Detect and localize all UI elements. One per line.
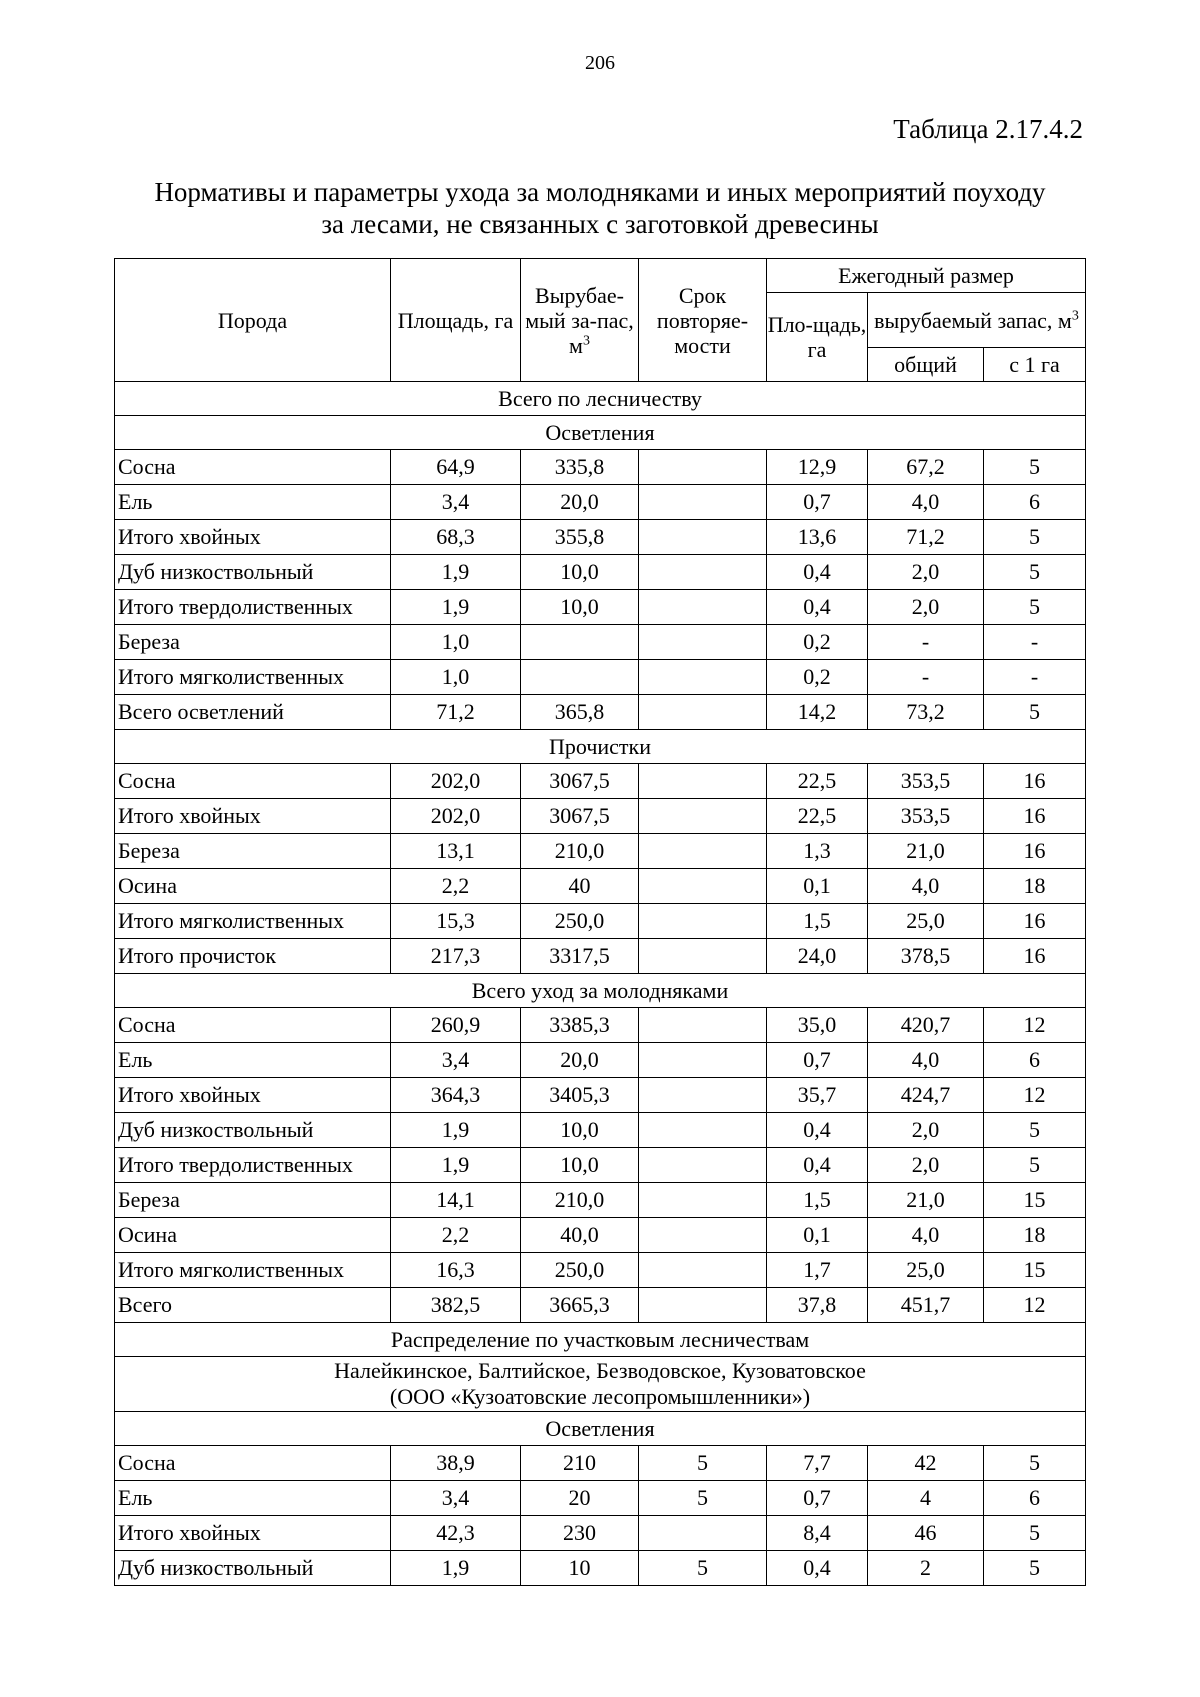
- cell-annual-per-ha: -: [984, 660, 1086, 695]
- cell-volume: 250,0: [521, 904, 639, 939]
- cell-annual-total: 4,0: [868, 1218, 984, 1253]
- cell-species: Итого твердолиственных: [115, 1148, 391, 1183]
- cell-species: Дуб низкоствольный: [115, 1113, 391, 1148]
- cell-volume: 10,0: [521, 590, 639, 625]
- cell-annual-per-ha: 18: [984, 869, 1086, 904]
- cell-period: [639, 799, 767, 834]
- cell-annual-total: 25,0: [868, 1253, 984, 1288]
- cell-annual-per-ha: 5: [984, 520, 1086, 555]
- cell-period: [639, 1288, 767, 1323]
- cell-annual-area: 0,4: [767, 1148, 868, 1183]
- cell-species: Осина: [115, 1218, 391, 1253]
- header-period: Срок повторяе-мости: [639, 259, 767, 382]
- cell-annual-area: 1,3: [767, 834, 868, 869]
- cell-species: Итого мягколиственных: [115, 660, 391, 695]
- cell-species: Итого хвойных: [115, 1078, 391, 1113]
- cell-volume: 335,8: [521, 450, 639, 485]
- cell-period: [639, 660, 767, 695]
- cell-period: [639, 1516, 767, 1551]
- cell-volume: 355,8: [521, 520, 639, 555]
- cell-period: [639, 1078, 767, 1113]
- header-total: общий: [868, 348, 984, 382]
- section-row: [115, 974, 1086, 1008]
- cell-annual-area: 0,7: [767, 1043, 868, 1078]
- cell-annual-area: 8,4: [767, 1516, 868, 1551]
- cell-annual-per-ha: 12: [984, 1288, 1086, 1323]
- table-row: [115, 799, 1086, 834]
- cell-annual-area: 14,2: [767, 695, 868, 730]
- cell-annual-total: 420,7: [868, 1008, 984, 1043]
- cell-area: 3,4: [391, 1043, 521, 1078]
- cell-period: [639, 764, 767, 799]
- cell-annual-area: 12,9: [767, 450, 868, 485]
- cell-annual-total: 21,0: [868, 834, 984, 869]
- cell-annual-total: 451,7: [868, 1288, 984, 1323]
- document-title-line-1: Нормативы и параметры ухода за молодняками и иных мероприятий поуходу: [154, 177, 1046, 207]
- cell-period: [639, 834, 767, 869]
- cell-area: 13,1: [391, 834, 521, 869]
- section-title-line: Налейкинское, Балтийское, Безводовское, Кузоватовское: [334, 1358, 866, 1383]
- page-number: 206: [585, 52, 615, 74]
- cell-species: Итого хвойных: [115, 1516, 391, 1551]
- cell-period: 5: [639, 1446, 767, 1481]
- cell-area: 1,0: [391, 625, 521, 660]
- cell-volume: 20,0: [521, 1043, 639, 1078]
- cell-volume: 10,0: [521, 1148, 639, 1183]
- cell-annual-total: 4: [868, 1481, 984, 1516]
- cell-species: Итого мягколиственных: [115, 904, 391, 939]
- cell-annual-total: 2,0: [868, 1113, 984, 1148]
- cell-annual-area: 0,4: [767, 1551, 868, 1586]
- table-row: [115, 1043, 1086, 1078]
- cell-species: Береза: [115, 1183, 391, 1218]
- cell-period: [639, 869, 767, 904]
- section-title: Распределение по участковым лесничествам: [115, 1323, 1086, 1357]
- table-row: [115, 1008, 1086, 1043]
- table-row: [115, 625, 1086, 660]
- cell-species: Дуб низкоствольный: [115, 555, 391, 590]
- cell-annual-per-ha: 16: [984, 764, 1086, 799]
- cell-annual-area: 0,4: [767, 590, 868, 625]
- cell-area: 260,9: [391, 1008, 521, 1043]
- cell-area: 2,2: [391, 1218, 521, 1253]
- document-title-line-2: за лесами, не связанных с заготовкой древесины: [321, 209, 879, 239]
- cell-period: 5: [639, 1551, 767, 1586]
- cell-volume: 210,0: [521, 834, 639, 869]
- cell-annual-total: 4,0: [868, 869, 984, 904]
- table-row: [115, 1253, 1086, 1288]
- cell-species: Всего осветлений: [115, 695, 391, 730]
- cell-period: [639, 555, 767, 590]
- cell-period: [639, 625, 767, 660]
- cell-annual-area: 0,7: [767, 485, 868, 520]
- cell-species: Ель: [115, 1481, 391, 1516]
- cell-area: 1,0: [391, 660, 521, 695]
- cell-annual-total: 42: [868, 1446, 984, 1481]
- section-row: [115, 1357, 1086, 1412]
- cell-volume: 10,0: [521, 555, 639, 590]
- cell-annual-area: 24,0: [767, 939, 868, 974]
- cell-annual-per-ha: 16: [984, 834, 1086, 869]
- cell-species: Итого хвойных: [115, 520, 391, 555]
- cell-period: [639, 904, 767, 939]
- cell-annual-per-ha: 16: [984, 939, 1086, 974]
- section-row: [115, 1412, 1086, 1446]
- table-row: [115, 1218, 1086, 1253]
- header-area: Площадь, га: [391, 259, 521, 382]
- section-row: [115, 382, 1086, 416]
- cell-annual-total: 2,0: [868, 590, 984, 625]
- cell-species: Сосна: [115, 1008, 391, 1043]
- cell-area: 1,9: [391, 1551, 521, 1586]
- cell-period: [639, 1218, 767, 1253]
- cell-annual-area: 0,1: [767, 869, 868, 904]
- cell-area: 202,0: [391, 799, 521, 834]
- table-row: [115, 834, 1086, 869]
- cell-annual-total: 2,0: [868, 1148, 984, 1183]
- cell-annual-per-ha: 16: [984, 799, 1086, 834]
- cell-period: 5: [639, 1481, 767, 1516]
- cell-annual-area: 37,8: [767, 1288, 868, 1323]
- cell-annual-total: 378,5: [868, 939, 984, 974]
- table-row: [115, 939, 1086, 974]
- cell-volume: 210: [521, 1446, 639, 1481]
- cell-annual-per-ha: 6: [984, 485, 1086, 520]
- cell-area: 1,9: [391, 555, 521, 590]
- table-row: [115, 590, 1086, 625]
- cell-area: 68,3: [391, 520, 521, 555]
- document-title: [100, 176, 1100, 240]
- cell-volume: 365,8: [521, 695, 639, 730]
- cell-volume: 10,0: [521, 1113, 639, 1148]
- header-annual: Ежегодный размер: [767, 259, 1086, 293]
- forestry-table: [114, 258, 1086, 1586]
- cell-period: [639, 939, 767, 974]
- cell-species: Итого твердолиственных: [115, 590, 391, 625]
- table-row: [115, 1551, 1086, 1586]
- cell-period: [639, 450, 767, 485]
- cell-area: 1,9: [391, 1113, 521, 1148]
- cell-annual-total: 67,2: [868, 450, 984, 485]
- cell-volume: 3067,5: [521, 764, 639, 799]
- cell-annual-area: 35,7: [767, 1078, 868, 1113]
- cell-species: Береза: [115, 834, 391, 869]
- section-row: [115, 730, 1086, 764]
- table-label: Таблица 2.17.4.2: [893, 114, 1083, 144]
- cell-area: 71,2: [391, 695, 521, 730]
- header-annual-volume: [868, 293, 1086, 348]
- cell-volume: 3067,5: [521, 799, 639, 834]
- cell-annual-total: -: [868, 660, 984, 695]
- cell-volume: [521, 660, 639, 695]
- cell-volume: 210,0: [521, 1183, 639, 1218]
- header-volume: [521, 259, 639, 382]
- section-title-line: (ООО «Кузоатовские лесопромышленники»): [389, 1384, 811, 1409]
- cell-annual-area: 22,5: [767, 764, 868, 799]
- cell-area: 1,9: [391, 1148, 521, 1183]
- table-row: [115, 1481, 1086, 1516]
- cell-annual-per-ha: 5: [984, 1516, 1086, 1551]
- cell-annual-total: 4,0: [868, 485, 984, 520]
- cell-area: 382,5: [391, 1288, 521, 1323]
- cell-annual-total: 4,0: [868, 1043, 984, 1078]
- cell-area: 14,1: [391, 1183, 521, 1218]
- section-row: [115, 1323, 1086, 1357]
- table-row: [115, 695, 1086, 730]
- cell-species: Всего: [115, 1288, 391, 1323]
- cell-annual-area: 35,0: [767, 1008, 868, 1043]
- cell-annual-total: -: [868, 625, 984, 660]
- table-row: [115, 1446, 1086, 1481]
- table-body: [115, 382, 1086, 1586]
- cell-annual-total: 2,0: [868, 555, 984, 590]
- cell-period: [639, 590, 767, 625]
- cell-area: 15,3: [391, 904, 521, 939]
- table-row: [115, 764, 1086, 799]
- cell-volume: 40,0: [521, 1218, 639, 1253]
- cell-period: [639, 1148, 767, 1183]
- table-row: [115, 869, 1086, 904]
- cell-period: [639, 485, 767, 520]
- header-annual-volume-sup: 3: [1071, 308, 1079, 324]
- table-row: [115, 520, 1086, 555]
- table-row: [115, 1078, 1086, 1113]
- cell-annual-per-ha: 15: [984, 1183, 1086, 1218]
- cell-annual-area: 0,2: [767, 625, 868, 660]
- cell-annual-area: 1,7: [767, 1253, 868, 1288]
- cell-annual-total: 71,2: [868, 520, 984, 555]
- cell-annual-per-ha: 12: [984, 1078, 1086, 1113]
- header-annual-area: Пло-щадь, га: [767, 293, 868, 382]
- cell-species: Ель: [115, 485, 391, 520]
- header-species: Порода: [115, 259, 391, 382]
- cell-area: 202,0: [391, 764, 521, 799]
- cell-species: Итого хвойных: [115, 799, 391, 834]
- cell-annual-area: 1,5: [767, 1183, 868, 1218]
- cell-area: 217,3: [391, 939, 521, 974]
- cell-annual-total: 46: [868, 1516, 984, 1551]
- cell-annual-area: 7,7: [767, 1446, 868, 1481]
- table-row: [115, 1183, 1086, 1218]
- cell-annual-total: 25,0: [868, 904, 984, 939]
- cell-species: Сосна: [115, 764, 391, 799]
- cell-annual-total: 21,0: [868, 1183, 984, 1218]
- table-row: [115, 555, 1086, 590]
- table-row: [115, 1288, 1086, 1323]
- cell-area: 3,4: [391, 1481, 521, 1516]
- cell-period: [639, 1043, 767, 1078]
- table-row: [115, 660, 1086, 695]
- cell-annual-per-ha: 6: [984, 1043, 1086, 1078]
- cell-species: Итого прочисток: [115, 939, 391, 974]
- cell-annual-area: 0,4: [767, 555, 868, 590]
- section-title: Всего по лесничеству: [115, 382, 1086, 416]
- cell-period: [639, 1008, 767, 1043]
- table-row: [115, 450, 1086, 485]
- cell-period: [639, 695, 767, 730]
- header-volume-sup: 3: [582, 333, 590, 349]
- section-row: [115, 416, 1086, 450]
- cell-annual-total: 353,5: [868, 799, 984, 834]
- cell-area: 2,2: [391, 869, 521, 904]
- cell-annual-per-ha: -: [984, 625, 1086, 660]
- cell-annual-per-ha: 5: [984, 695, 1086, 730]
- cell-volume: 250,0: [521, 1253, 639, 1288]
- table-row: [115, 1148, 1086, 1183]
- table-header: [115, 259, 1086, 382]
- header-per-ha: с 1 га: [984, 348, 1086, 382]
- section-title: Осветления: [115, 1412, 1086, 1446]
- cell-annual-area: 22,5: [767, 799, 868, 834]
- table-row: [115, 485, 1086, 520]
- cell-volume: 3317,5: [521, 939, 639, 974]
- cell-annual-area: 0,4: [767, 1113, 868, 1148]
- cell-annual-area: 13,6: [767, 520, 868, 555]
- cell-annual-total: 2: [868, 1551, 984, 1586]
- cell-area: 3,4: [391, 485, 521, 520]
- table-row: [115, 1516, 1086, 1551]
- cell-volume: 10: [521, 1551, 639, 1586]
- cell-period: [639, 1183, 767, 1218]
- cell-species: Сосна: [115, 1446, 391, 1481]
- cell-area: 64,9: [391, 450, 521, 485]
- cell-annual-per-ha: 5: [984, 1113, 1086, 1148]
- cell-annual-area: 0,2: [767, 660, 868, 695]
- cell-annual-area: 1,5: [767, 904, 868, 939]
- cell-annual-per-ha: 15: [984, 1253, 1086, 1288]
- cell-species: Береза: [115, 625, 391, 660]
- cell-annual-per-ha: 5: [984, 1551, 1086, 1586]
- section-title: [115, 1357, 1086, 1412]
- cell-annual-per-ha: 16: [984, 904, 1086, 939]
- cell-volume: 20,0: [521, 485, 639, 520]
- cell-annual-total: 353,5: [868, 764, 984, 799]
- cell-species: Осина: [115, 869, 391, 904]
- cell-volume: 40: [521, 869, 639, 904]
- cell-volume: 3405,3: [521, 1078, 639, 1113]
- cell-annual-total: 73,2: [868, 695, 984, 730]
- cell-area: 16,3: [391, 1253, 521, 1288]
- table-row: [115, 904, 1086, 939]
- cell-period: [639, 520, 767, 555]
- cell-annual-per-ha: 12: [984, 1008, 1086, 1043]
- cell-annual-per-ha: 5: [984, 1148, 1086, 1183]
- cell-species: Ель: [115, 1043, 391, 1078]
- cell-annual-per-ha: 5: [984, 555, 1086, 590]
- cell-area: 42,3: [391, 1516, 521, 1551]
- cell-period: [639, 1113, 767, 1148]
- cell-volume: [521, 625, 639, 660]
- cell-area: 1,9: [391, 590, 521, 625]
- cell-annual-per-ha: 5: [984, 1446, 1086, 1481]
- cell-species: Итого мягколиственных: [115, 1253, 391, 1288]
- cell-annual-per-ha: 18: [984, 1218, 1086, 1253]
- cell-annual-per-ha: 5: [984, 590, 1086, 625]
- cell-species: Дуб низкоствольный: [115, 1551, 391, 1586]
- cell-period: [639, 1253, 767, 1288]
- cell-species: Сосна: [115, 450, 391, 485]
- cell-annual-total: 424,7: [868, 1078, 984, 1113]
- cell-volume: 3385,3: [521, 1008, 639, 1043]
- cell-volume: 20: [521, 1481, 639, 1516]
- cell-area: 364,3: [391, 1078, 521, 1113]
- section-title: Всего уход за молодняками: [115, 974, 1086, 1008]
- cell-annual-area: 0,7: [767, 1481, 868, 1516]
- section-title: Прочистки: [115, 730, 1086, 764]
- cell-area: 38,9: [391, 1446, 521, 1481]
- cell-volume: 3665,3: [521, 1288, 639, 1323]
- header-annual-volume-text: вырубаемый запас, м: [874, 307, 1072, 333]
- header-volume-text: Вырубае-мый за-пас, м: [525, 282, 634, 358]
- cell-annual-per-ha: 6: [984, 1481, 1086, 1516]
- cell-volume: 230: [521, 1516, 639, 1551]
- cell-annual-area: 0,1: [767, 1218, 868, 1253]
- cell-annual-per-ha: 5: [984, 450, 1086, 485]
- section-title: Осветления: [115, 416, 1086, 450]
- table-row: [115, 1113, 1086, 1148]
